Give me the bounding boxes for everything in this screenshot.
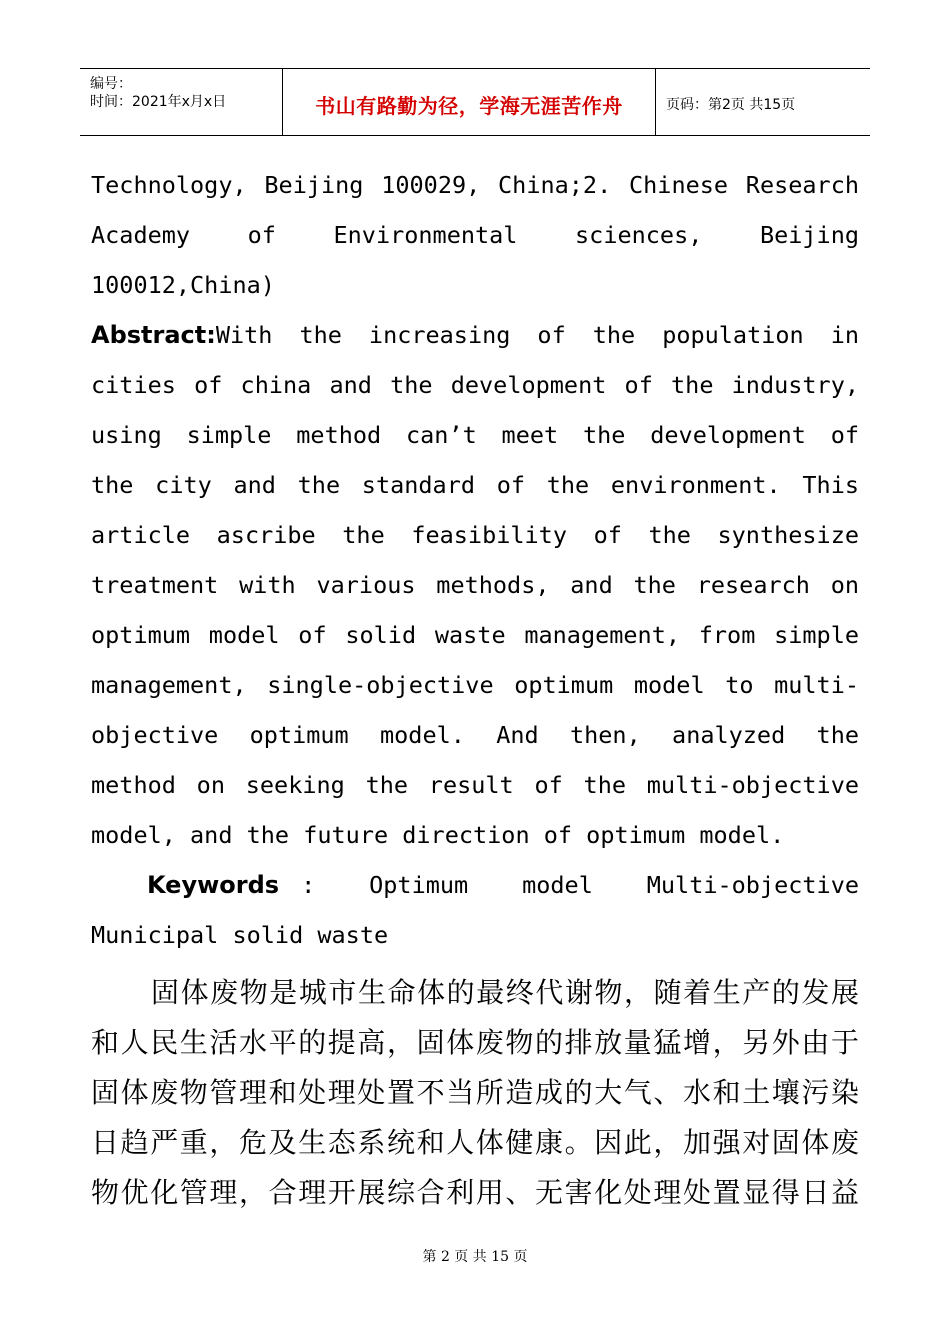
abstract-line: method on seeking the result of the multi-objective <box>91 771 859 799</box>
keywords-text: : Optimum model Multi-objective <box>301 871 859 899</box>
header-right-cell <box>656 69 870 135</box>
abstract-text-first: With the increasing of the population in <box>215 321 859 349</box>
abstract-line: objective optimum model. And then, analyzed the <box>91 721 859 749</box>
abstract-line: the city and the standard of the environment. This <box>91 471 859 499</box>
keywords-label: Keywords <box>147 871 280 899</box>
chinese-paragraph-line: 日趋严重，危及生态系统和人体健康。因此，加强对固体废 <box>91 1126 859 1159</box>
document-header <box>80 68 870 136</box>
header-page-info: 页码：第2页 共15页 <box>666 97 796 113</box>
affiliation-line-1: Technology, Beijing 100029, China;2. Chinese Research <box>91 171 859 199</box>
affiliation-line-3: 100012,China) <box>91 271 275 299</box>
abstract-line: optimum model of solid waste management, from simple <box>91 621 859 649</box>
chinese-paragraph-line: 和人民生活水平的提高，固体废物的排放量猛增，另外由于 <box>91 1026 859 1059</box>
chinese-paragraph-line: 固体废物管理和处理处置不当所造成的大气、水和土壤污染 <box>91 1076 859 1109</box>
abstract-line: management, single-objective optimum model to multi- <box>91 671 859 699</box>
abstract-line: cities of china and the development of the industry, <box>91 371 859 399</box>
chinese-paragraph-line: 固体废物是城市生命体的最终代谢物，随着生产的发展 <box>151 976 859 1009</box>
page-footer: 第 2 页 共 15 页 <box>422 1249 528 1265</box>
chinese-paragraph-line: 物优化管理，合理开展综合利用、无害化处理处置显得日益 <box>91 1176 859 1209</box>
keywords-line-2: Municipal solid waste <box>91 921 389 949</box>
abstract-first-line <box>91 310 859 360</box>
abstract-line: article ascribe the feasibility of the synthesize <box>91 521 859 549</box>
header-date: 时间：2021年x月x日 <box>90 94 227 110</box>
keywords-line <box>91 860 859 910</box>
header-left-cell <box>80 69 283 135</box>
affiliation-line-2: Academy of Environmental sciences, Beijing <box>91 221 859 249</box>
serial-label: 编号： <box>90 76 132 92</box>
header-middle-cell <box>283 69 656 135</box>
abstract-line-last: model, and the future direction of optimum model. <box>91 821 785 849</box>
header-motto: 书山有路勤为径，学海无涯苦作舟 <box>315 94 623 118</box>
abstract-label: Abstract: <box>91 321 216 349</box>
abstract-line: treatment with various methods, and the research on <box>91 571 859 599</box>
abstract-line: using simple method can’t meet the development of <box>91 421 859 449</box>
